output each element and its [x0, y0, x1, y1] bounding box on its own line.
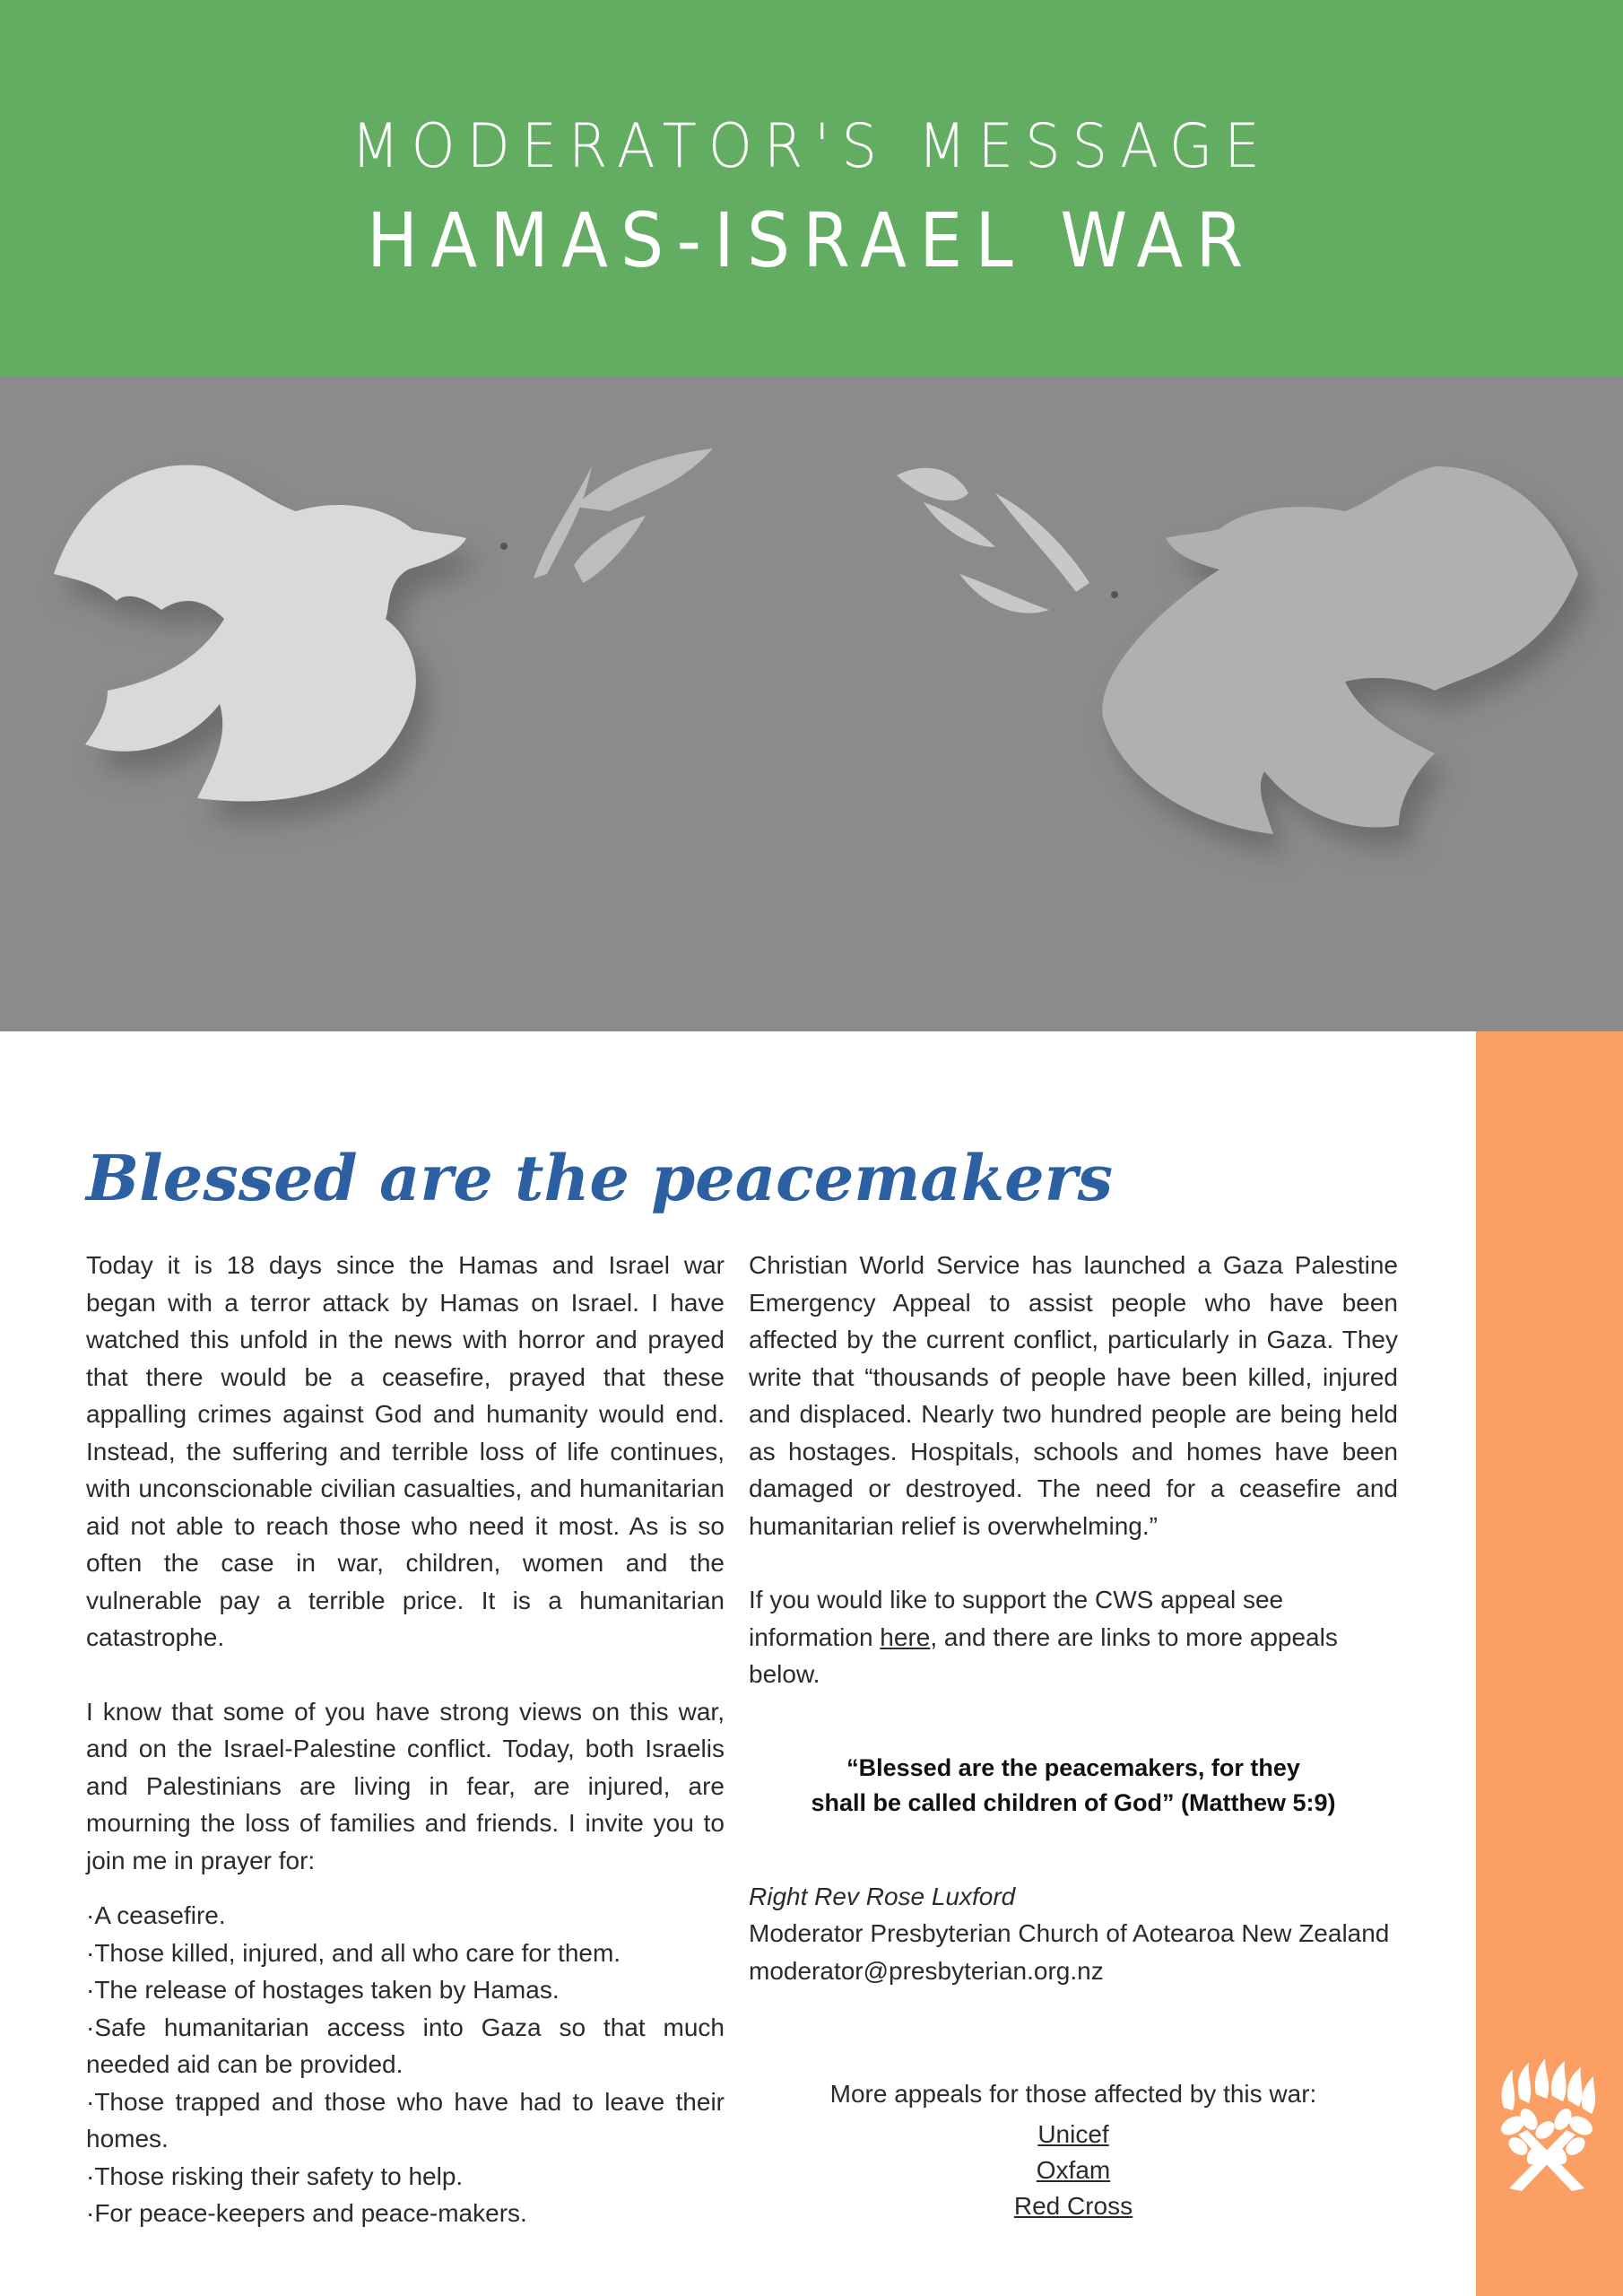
quote-line-1: “Blessed are the peacemakers, for they [846, 1753, 1300, 1781]
prayer-item: ·The release of hostages taken by Hamas. [86, 1976, 560, 2004]
support-text-prefix: If you would like to support the CWS appeal see information [749, 1586, 1284, 1651]
prayer-list [86, 1897, 725, 2232]
right-column [749, 1247, 1398, 2224]
intro-paragraph: Today it is 18 days since the Hamas and Israel war began with a terror attack by Hamas on Israel. I have watched this unfold in the news with horror and prayed that there would be a ceasefire, prayed that these appalling crimes against God and humanity would end. Instead, the suffering and terrible loss of life continues, with unconscionable civilian casualties, and humanitarian aid not able to reach those who need it most. As is so often the case in war, children, women and the vulnerable pay a terrible price. It is a humanitarian catastrophe. [86, 1251, 725, 1651]
signatory-title: Moderator Presbyterian Church of Aotearoa New Zealand [749, 1919, 1390, 1947]
prayer-item: ·Safe humanitarian access into Gaza so that much needed aid can be provided. [86, 2013, 725, 2078]
cws-appeal-link[interactable]: here [880, 1622, 931, 1651]
oxfam-link[interactable]: Oxfam [1036, 2155, 1111, 2184]
more-appeals [749, 2075, 1398, 2224]
left-column [86, 1247, 725, 2232]
scripture-quote [749, 1751, 1398, 1821]
red-cross-link[interactable]: Red Cross [1013, 2191, 1133, 2220]
prayer-invitation-paragraph: I know that some of you have strong views on this war, and on the Israel-Palestine conflict. Today, both Israelis and Palestinians are living in fear, are injured, are mourning the loss of families and friends. I invite you to join me in prayer for: [86, 1697, 725, 1874]
support-paragraph [749, 1581, 1398, 1693]
signatory-email[interactable]: moderator@presbyterian.org.nz [749, 1956, 1104, 1985]
burning-bush-logo-icon [1493, 2058, 1601, 2193]
signature-block [749, 1878, 1398, 1990]
more-appeals-intro: More appeals for those affected by this war: [829, 2080, 1317, 2108]
article-heading: Blessed are the peacemakers [86, 1141, 1113, 1215]
doves-illustration [0, 377, 1623, 1031]
quote-line-2: shall be called children of God” (Matthew 5:9) [811, 1788, 1336, 1816]
prayer-item: ·Those killed, injured, and all who care for them. [86, 1938, 621, 1967]
hero-image-doves [0, 377, 1623, 1031]
signatory-name: Right Rev Rose Luxford [749, 1882, 1016, 1910]
support-text-suffix: , and there are links to more appeals below. [749, 1622, 1338, 1688]
page-header [0, 0, 1623, 377]
prayer-item: ·Those risking their safety to help. [86, 2161, 464, 2190]
prayer-item: ·For peace-keepers and peace-makers. [86, 2199, 527, 2227]
prayer-item: ·A ceasefire. [86, 1901, 226, 1929]
cws-appeal-paragraph: Christian World Service has launched a Gaza Palestine Emergency Appeal to assist people who have been affected by the current conflict, particularly in Gaza. They write that “thousands of people have been killed, injured and displaced. Nearly two hundred people are being held as hostages. Hospitals, schools and homes have been damaged or destroyed. The need for a ceasefire and humanitarian relief is overwhelming.” [749, 1251, 1398, 1540]
header-title-war: HAMAS-ISRAEL WAR [367, 196, 1256, 284]
unicef-link[interactable]: Unicef [1037, 2119, 1109, 2148]
prayer-item: ·Those trapped and those who have had to leave their homes. [86, 2087, 725, 2152]
header-title-moderators-message: MODERATOR'S MESSAGE [351, 111, 1272, 182]
